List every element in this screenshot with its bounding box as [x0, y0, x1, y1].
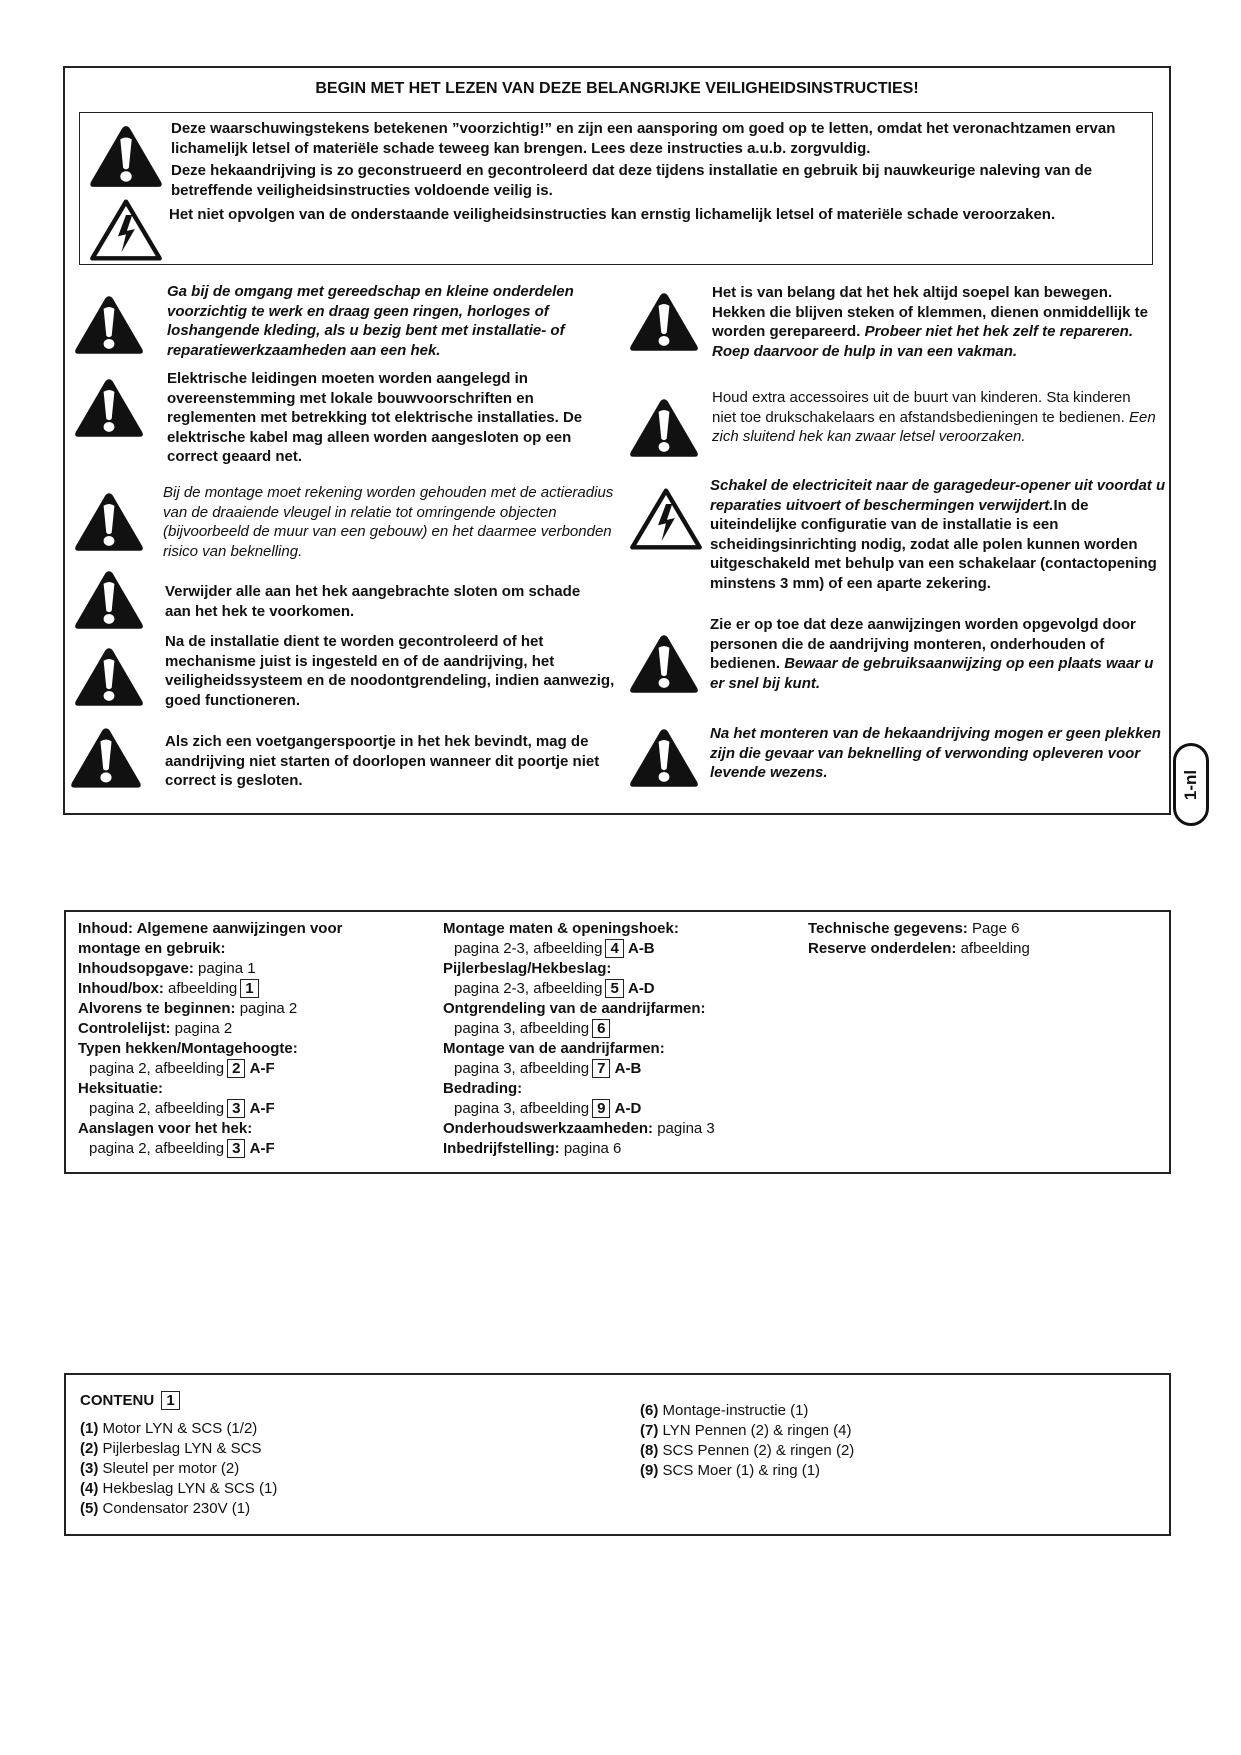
- toc-label: Bedrading:: [443, 1080, 523, 1097]
- toc-column: [808, 919, 1030, 959]
- warning-icon: [73, 292, 145, 358]
- warning-icon: [73, 567, 145, 633]
- item-number: (6): [640, 1402, 659, 1419]
- toc-line: [443, 979, 715, 999]
- item-text: Condensator 230V (1): [102, 1500, 251, 1517]
- item-text: Sleutel per motor (2): [102, 1460, 240, 1477]
- package-contents: [64, 1373, 1171, 1536]
- figure-ref: 7: [592, 1059, 610, 1078]
- figure-suffix: A-B: [614, 1060, 642, 1077]
- toc-label: Heksituatie:: [78, 1080, 164, 1097]
- figure-ref: 3: [227, 1139, 245, 1158]
- figure-ref: 4: [605, 939, 623, 958]
- toc-label: Ontgrendeling van de aandrijfarmen:: [443, 1000, 706, 1017]
- warning-text: In de uiteindelijke configuratie van de installatie is een scheidingsinrichting nodig, zodat alle polen kunnen worden uitgeschakeld met behulp van een schakelaar (contactopening minstens 3 mm) of een aparte zekering.: [710, 496, 1157, 592]
- figure-ref: 5: [605, 979, 623, 998]
- warning-icon: [628, 631, 700, 697]
- figure-ref: 3: [227, 1099, 245, 1118]
- figure-suffix: A-F: [249, 1060, 275, 1077]
- warning-text: Verwijder alle aan het hek aangebrachte sloten om schade aan het hek te voorkomen.: [165, 583, 581, 620]
- toc-label: Pijlerbeslag/Hekbeslag:: [443, 960, 612, 977]
- toc-line: [443, 1059, 715, 1079]
- list-item: [80, 1499, 277, 1519]
- warning-icon: [73, 375, 145, 441]
- toc-page-ref: pagina 2, afbeelding: [89, 1060, 225, 1077]
- toc-line: [443, 939, 715, 959]
- warning-text: Probeer niet het hek zelf te repareren. Roep daarvoor de hulp in van een vakman.: [712, 323, 1133, 360]
- contents-title: CONTENU 1: [80, 1391, 180, 1410]
- toc-label: Inbedrijfstelling:: [443, 1140, 560, 1157]
- intro-paragraph: Deze hekaandrijving is zo geconstrueerd en gecontroleerd dat deze tijdens installatie en gebruik bij nauwkeurige naleving van de betreffende veiligheidsinstructies voldoende veilig is.: [171, 162, 1093, 199]
- list-item: [80, 1479, 277, 1499]
- figure-ref: 1: [161, 1391, 179, 1410]
- toc-line: [443, 1019, 715, 1039]
- toc-page-ref: Page 6: [971, 920, 1020, 937]
- toc-line: [78, 1059, 342, 1079]
- list-item: [640, 1461, 854, 1481]
- electric-hazard-icon: [630, 488, 702, 550]
- toc-label: Inhoud/box:: [78, 980, 164, 997]
- warning-text: Houd extra accessoires uit de buurt van kinderen. Sta kinderen niet toe drukschakelaars en afstandsbedieningen te bedienen.: [712, 389, 1131, 426]
- toc-page-ref: pagina 3, afbeelding: [454, 1100, 590, 1117]
- toc-line: [78, 1139, 342, 1159]
- toc-line: [78, 919, 342, 939]
- table-of-contents: [64, 910, 1171, 1174]
- intro-paragraph: Deze waarschuwingstekens betekenen ”voorzichtig!” en zijn een aansporing om goed op te letten, omdat het veronachtzamen ervan lichamelijk letsel of materiële schade teweeg kan brengen. Lees deze instructies a.u.b. zorgvuldig.: [171, 120, 1116, 157]
- toc-page-ref: pagina 1: [198, 960, 256, 977]
- toc-column: [78, 919, 342, 1159]
- toc-label: Technische gegevens:: [808, 920, 968, 937]
- list-item: [640, 1441, 854, 1461]
- item-text: Motor LYN & SCS (1/2): [102, 1420, 258, 1437]
- figure-suffix: A-F: [249, 1140, 275, 1157]
- toc-line: [808, 939, 1030, 959]
- list-item: [640, 1421, 854, 1441]
- toc-line: [78, 959, 342, 979]
- figure-ref: 9: [592, 1099, 610, 1118]
- warning-text: Na het monteren van de hekaandrijving mogen er geen plekken zijn die gevaar van beknelling of verwonding opleveren voor levende wezens.: [710, 725, 1161, 781]
- figure-ref: 2: [227, 1059, 245, 1078]
- toc-label: Onderhoudswerkzaamheden:: [443, 1120, 654, 1137]
- item-number: (9): [640, 1462, 659, 1479]
- warning-icon: [628, 725, 700, 791]
- toc-line: [443, 959, 715, 979]
- toc-line: [443, 1139, 715, 1159]
- intro-box: [79, 112, 1153, 265]
- toc-line: [443, 1099, 715, 1119]
- toc-page-ref: afbeelding: [960, 940, 1030, 957]
- toc-page-ref: pagina 6: [563, 1140, 622, 1157]
- warning-icon: [73, 644, 145, 710]
- warning-icon: [628, 395, 700, 461]
- toc-page-ref: pagina 2: [239, 1000, 298, 1017]
- list-item: [80, 1419, 277, 1439]
- item-text: Hekbeslag LYN & SCS (1): [102, 1480, 278, 1497]
- item-number: (2): [80, 1440, 99, 1457]
- item-number: (3): [80, 1460, 99, 1477]
- contents-list: [80, 1419, 277, 1519]
- page-tab-label: 1-nl: [1181, 769, 1200, 800]
- toc-label: Typen hekken/Montagehoogte:: [78, 1040, 298, 1057]
- toc-line: [78, 1099, 342, 1119]
- toc-line: [78, 979, 342, 999]
- toc-page-ref: afbeelding: [167, 980, 238, 997]
- toc-page-ref: pagina 2-3, afbeelding: [454, 980, 603, 997]
- warning-text: Als zich een voetgangerspoortje in het hek bevindt, mag de aandrijving niet starten of doorlopen wanneer dit poortje niet correct is gesloten.: [165, 733, 600, 789]
- warning-text: Bewaar de gebruiksaanwijzing op een plaats waar u er snel bij kunt.: [710, 655, 1154, 692]
- toc-line: [443, 1119, 715, 1139]
- item-number: (7): [640, 1422, 659, 1439]
- toc-label: Montage van de aandrijfarmen:: [443, 1040, 665, 1057]
- figure-ref: 6: [592, 1019, 610, 1038]
- warning-text: Na de installatie dient te worden gecontroleerd of het mechanisme juist is ingesteld en of de aandrijving, het veiligheidssysteem en de noodontgrendeling, indien aanwezig, goed functioneren.: [165, 633, 615, 709]
- item-text: SCS Moer (1) & ring (1): [662, 1462, 821, 1479]
- toc-label: Montage maten & openingshoek:: [443, 920, 679, 937]
- item-number: (1): [80, 1420, 99, 1437]
- toc-label: Inhoud: Algemene aanwijzingen voor: [78, 920, 343, 937]
- item-text: Montage-instructie (1): [662, 1402, 809, 1419]
- warning-text: Het is van belang dat het hek altijd soepel kan bewegen. Hekken die blijven steken of klemmen, dienen onmiddellijk te worden gerepareerd.: [712, 284, 1148, 340]
- contents-list: [640, 1401, 854, 1481]
- item-number: (5): [80, 1500, 99, 1517]
- item-number: (8): [640, 1442, 659, 1459]
- toc-label: Inhoudsopgave:: [78, 960, 194, 977]
- item-text: SCS Pennen (2) & ringen (2): [662, 1442, 855, 1459]
- toc-label: Aanslagen voor het hek:: [78, 1120, 253, 1137]
- toc-line: [78, 1039, 342, 1059]
- toc-line: [78, 939, 342, 959]
- toc-page-ref: pagina 2: [174, 1020, 233, 1037]
- toc-line: [443, 999, 715, 1019]
- toc-line: [808, 919, 1030, 939]
- item-text: LYN Pennen (2) & ringen (4): [662, 1422, 852, 1439]
- figure-suffix: A-B: [627, 940, 655, 957]
- warning-text: Zie er op toe dat deze aanwijzingen worden opgevolgd door personen die de aandrijving monteren, onderhouden of bedienen.: [710, 616, 1136, 672]
- safety-title: BEGIN MET HET LEZEN VAN DEZE BELANGRIJKE VEILIGHEIDSINSTRUCTIES!: [315, 80, 919, 97]
- warning-icon: [69, 724, 143, 792]
- toc-page-ref: pagina 2-3, afbeelding: [454, 940, 603, 957]
- list-item: [640, 1401, 854, 1421]
- intro-paragraph: Het niet opvolgen van de onderstaande veiligheidsinstructies kan ernstig lichamelijk letsel of materiële schade veroorzaken.: [169, 206, 1056, 223]
- electric-hazard-icon: [90, 199, 162, 261]
- toc-line: [78, 1119, 342, 1139]
- toc-column: [443, 919, 715, 1159]
- item-text: Pijlerbeslag LYN & SCS: [102, 1440, 262, 1457]
- toc-line: [443, 1079, 715, 1099]
- toc-page-ref: pagina 2, afbeelding: [89, 1140, 225, 1157]
- toc-label: Reserve onderdelen:: [808, 940, 957, 957]
- toc-line: [78, 999, 342, 1019]
- toc-line: [78, 1079, 342, 1099]
- list-item: [80, 1459, 277, 1479]
- warning-text: Schakel de electriciteit naar de garagedeur-opener uit voordat u reparaties uitvoert of beschermingen verwijdert.: [710, 477, 1166, 514]
- warning-text: Elektrische leidingen moeten worden aangelegd in overeenstemming met lokale bouwvoorschriften en reglementen met betrekking tot elektrische installaties. De elektrische kabel mag alleen worden aangesloten op een correct geaard net.: [167, 370, 583, 465]
- toc-line: [78, 1019, 342, 1039]
- toc-line: [443, 919, 715, 939]
- warning-icon: [88, 123, 164, 190]
- toc-page-ref: pagina 3: [657, 1120, 715, 1137]
- figure-suffix: A-F: [249, 1100, 275, 1117]
- warning-icon: [73, 489, 145, 555]
- item-number: (4): [80, 1480, 99, 1497]
- warning-text: Een zich sluitend hek kan zwaar letsel veroorzaken.: [712, 408, 1156, 445]
- warning-text: Ga bij de omgang met gereedschap en kleine onderdelen voorzichtig te werk en draag geen ringen, horloges of loshangende kleding, als u bezig bent met installatie- of reparatiewerkzaamheden aan een hek.: [167, 283, 574, 359]
- toc-label: Alvorens te beginnen:: [78, 1000, 236, 1017]
- list-item: [80, 1439, 277, 1459]
- toc-label: Controlelijst:: [78, 1020, 171, 1037]
- warning-icon: [628, 289, 700, 355]
- page-tab: [1173, 743, 1209, 826]
- figure-ref: 1: [240, 979, 258, 998]
- safety-instructions-box: [63, 66, 1171, 815]
- toc-line: [443, 1039, 715, 1059]
- toc-label: montage en gebruik:: [78, 940, 226, 957]
- figure-suffix: A-D: [627, 980, 655, 997]
- toc-page-ref: pagina 3, afbeelding: [454, 1060, 590, 1077]
- toc-page-ref: pagina 2, afbeelding: [89, 1100, 225, 1117]
- figure-suffix: A-D: [614, 1100, 642, 1117]
- warning-text: Bij de montage moet rekening worden gehouden met de actieradius van de draaiende vleugel in relatie tot omringende objecten (bijvoorbeeld de muur van een gebouw) en het daarmee verbonden risico van beknelling.: [163, 484, 614, 560]
- toc-page-ref: pagina 3, afbeelding: [454, 1020, 590, 1037]
